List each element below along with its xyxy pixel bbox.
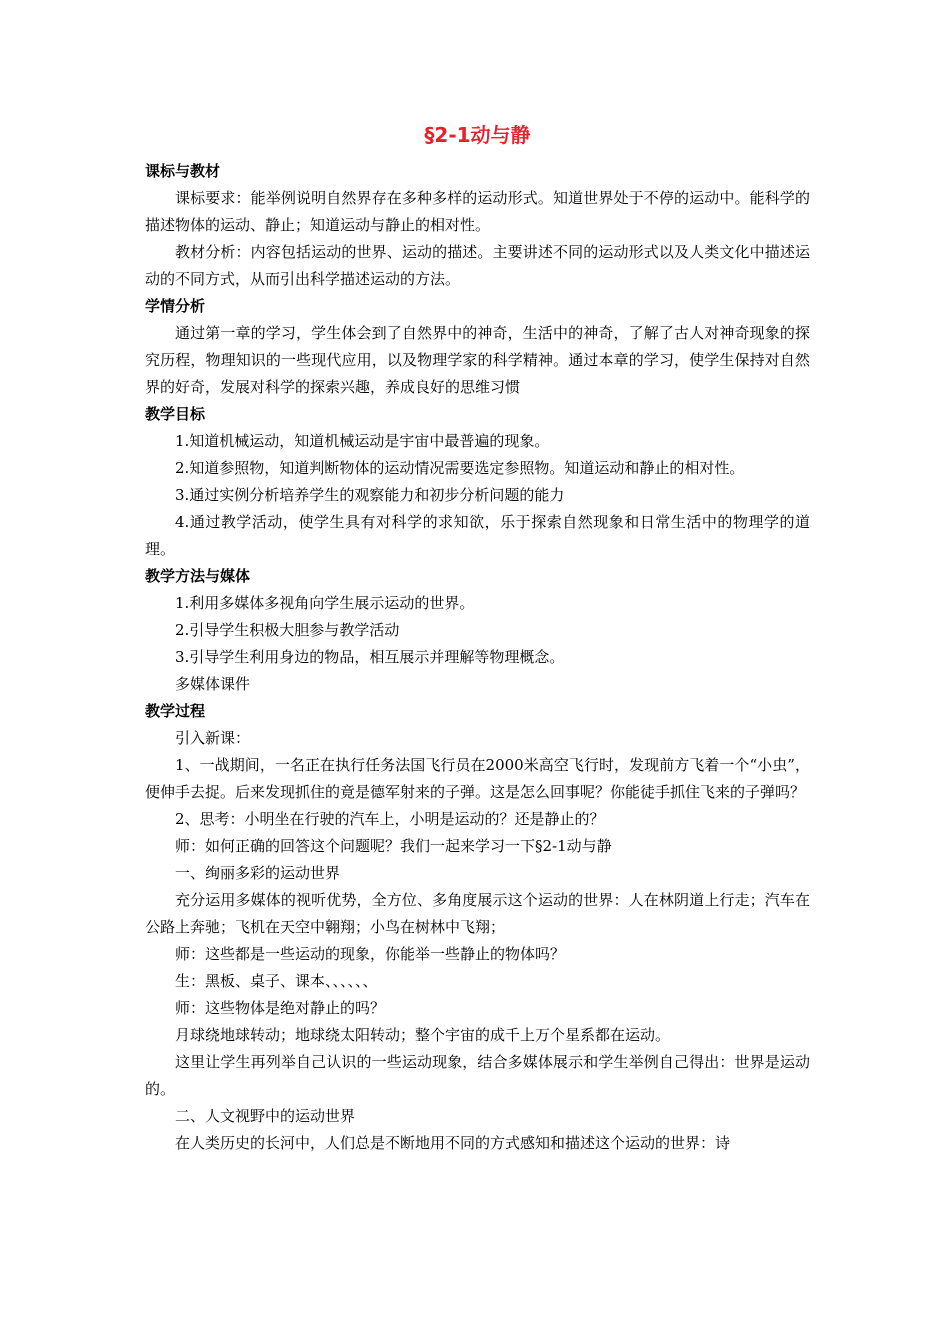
paragraph: 月球绕地球转动；地球绕太阳转动；整个宇宙的成千上万个星系都在运动。	[175, 1026, 671, 1044]
paragraph: 2.引导学生积极大胆参与教学活动	[175, 621, 400, 639]
paragraph: 多媒体课件	[175, 675, 251, 693]
paragraph: 师：这些物体是绝对静止的吗？	[175, 999, 386, 1017]
paragraph: 师：如何正确的回答这个问题呢？我们一起来学习一下§2-1动与静	[175, 837, 612, 855]
section-objectives	[145, 401, 810, 563]
paragraph: 充分运用多媒体的视听优势，全方位、多角度展示这个运动的世界：人在林阴道上行走；汽车在公路上奔驰；飞机在天空中翱翔；小鸟在树林中飞翔；	[145, 891, 810, 936]
paragraph: 一、绚丽多彩的运动世界	[175, 864, 341, 882]
section-learner-analysis	[145, 293, 810, 401]
paragraph: 3.通过实例分析培养学生的观察能力和初步分析问题的能力	[175, 486, 565, 504]
section-heading: 学情分析	[145, 297, 206, 315]
page-title: §2-1动与静	[424, 123, 531, 147]
section-heading: 教学过程	[145, 702, 206, 720]
paragraph: 1.利用多媒体多视角向学生展示运动的世界。	[175, 594, 475, 612]
paragraph: 1.知道机械运动，知道机械运动是宇宙中最普遍的现象。	[175, 432, 550, 450]
section-methods-media	[145, 563, 810, 698]
paragraph: 1、一战期间，一名正在执行任务法国飞行员在2000米高空飞行时，发现前方飞着一个“小虫”，便伸手去捉。后来发现抓住的竟是德军射来的子弹。这是怎么回事呢？你能徒手抓住飞来的子弹吗？	[145, 756, 810, 801]
paragraph: 通过第一章的学习，学生体会到了自然界中的神奇，生活中的神奇，了解了古人对神奇现象的探究历程，物理知识的一些现代应用，以及物理学家的科学精神。通过本章的学习，使学生保持对自然界的好奇，发展对科学的探索兴趣，养成良好的思维习惯	[145, 324, 810, 396]
section-standards	[145, 158, 810, 293]
paragraph: 4.通过教学活动，使学生具有对科学的求知欲，乐于探索自然现象和日常生活中的物理学的道理。	[145, 513, 810, 558]
section-heading: 课标与教材	[145, 162, 221, 180]
paragraph: 2、思考：小明坐在行驶的汽车上，小明是运动的？还是静止的？	[175, 810, 605, 828]
paragraph: 师：这些都是一些运动的现象，你能举一些静止的物体吗？	[175, 945, 566, 963]
paragraph: 3.引导学生利用身边的物品，相互展示并理解等物理概念。	[175, 648, 565, 666]
paragraph: 课标要求：能举例说明自然界存在多种多样的运动形式。知道世界处于不停的运动中。能科学的描述物体的运动、静止；知道运动与静止的相对性。	[145, 189, 810, 234]
paragraph: 在人类历史的长河中，人们总是不断地用不同的方式感知和描述这个运动的世界：诗	[175, 1134, 731, 1152]
paragraph: 引入新课：	[175, 729, 251, 747]
document-body	[145, 118, 810, 1157]
paragraph: 这里让学生再列举自己认识的一些运动现象，结合多媒体展示和学生举例自己得出：世界是运动的。	[145, 1053, 810, 1098]
paragraph: 2.知道参照物，知道判断物体的运动情况需要选定参照物。知道运动和静止的相对性。	[175, 459, 745, 477]
paragraph: 教材分析：内容包括运动的世界、运动的描述。主要讲述不同的运动形式以及人类文化中描述运动的不同方式，从而引出科学描述运动的方法。	[145, 243, 810, 288]
section-teaching-process	[145, 698, 810, 1157]
section-heading: 教学目标	[145, 405, 206, 423]
paragraph: 二、人文视野中的运动世界	[175, 1107, 356, 1125]
paragraph: 生：黑板、桌子、课本、、、、、、	[175, 972, 378, 990]
section-heading: 教学方法与媒体	[145, 567, 251, 585]
